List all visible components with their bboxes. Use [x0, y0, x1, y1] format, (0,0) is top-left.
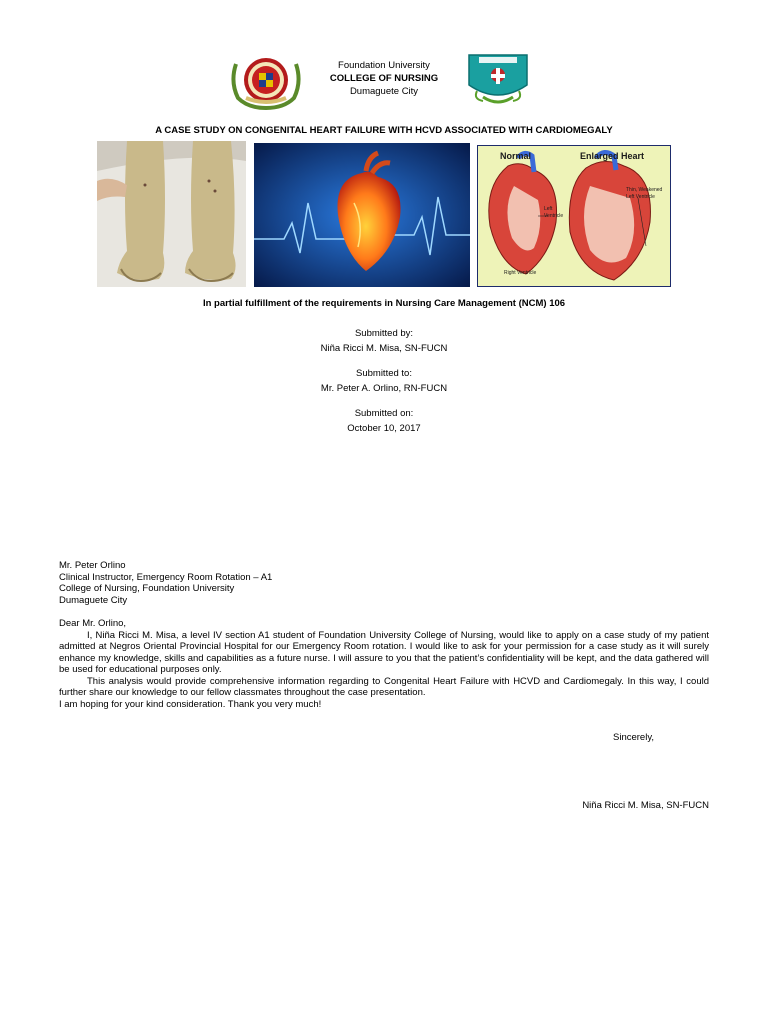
normal-vs-enlarged-heart-diagram	[477, 145, 671, 287]
fulfillment-statement: In partial fulfillment of the requirements in Nursing Care Management (NCM) 106	[202, 298, 566, 309]
signature-name: Niña Ricci M. Misa, SN-FUCN	[582, 800, 709, 811]
submitted-by-value: Niña Ricci M. Misa, SN-FUCN	[320, 343, 448, 354]
submission-block	[0, 326, 768, 436]
city-name: Dumaguete City	[349, 86, 419, 97]
address-line: Mr. Peter Orlino	[59, 560, 126, 571]
submitted-by-label: Submitted by:	[354, 328, 414, 339]
label-left-ventricle: Ventricle	[544, 213, 564, 219]
label-enlarged-heart: Enlarged Heart	[580, 151, 645, 161]
header	[300, 59, 468, 98]
submitted-on-value: October 10, 2017	[347, 423, 421, 434]
university-seal-logo	[228, 52, 304, 110]
salutation: Dear Mr. Orlino,	[59, 618, 127, 629]
submitted-to-value: Mr. Peter A. Orlino, RN-FUCN	[320, 383, 448, 394]
label-normal: Normal	[500, 151, 532, 161]
submitted-on-label: Submitted on:	[354, 408, 414, 419]
letter-paragraph-1: I, Niña Ricci M. Misa, a level IV section A1 student of Foundation University College of Nursing, would like to apply on a case study of my patient admitted at Negros Oriental Provincial Hospital for our Emergency Room rotation. I would like to ask for your permission for a case study as it will surely enhance my knowledge, skills and capabilities as a future nurse. I will assure to you that the patient’s confidentiality will be kept, and the data gathered will be used for educational purposes only.	[59, 629, 709, 675]
closing: Sincerely,	[613, 732, 655, 743]
recipient-address	[59, 560, 709, 606]
letter-paragraph-2: This analysis would provide comprehensive information regarding to Congenital Heart Failure with HCVD and Cardiomegaly. In this way, I could further share our knowledge to our fellow classmates throughout the case presentation.	[59, 675, 709, 698]
address-line: College of Nursing, Foundation University	[59, 583, 235, 594]
label-right-ventricle: Right Ventricle	[504, 270, 537, 276]
permission-letter	[59, 560, 709, 710]
address-line: Clinical Instructor, Emergency Room Rotation – A1	[59, 571, 273, 583]
case-study-title: A CASE STUDY ON CONGENITAL HEART FAILURE WITH HCVD ASSOCIATED WITH CARDIOMEGALY	[155, 125, 613, 136]
glowing-heart-ecg-image	[254, 143, 470, 287]
college-nursing-logo	[463, 51, 533, 107]
label-thin-left-ventricle: Left Ventricle	[626, 194, 655, 200]
letter-paragraph-3: I am hoping for your kind consideration. Thank you very much!	[59, 698, 322, 710]
address-line: Dumaguete City	[59, 594, 128, 606]
college-name: COLLEGE OF NURSING	[329, 73, 439, 84]
university-name: Foundation University	[338, 60, 430, 71]
label-thin-weakened: Thin, Weakened	[626, 187, 663, 193]
label-left: Left	[544, 206, 553, 212]
edema-legs-photo	[97, 141, 246, 287]
submitted-to-label: Submitted to:	[356, 368, 412, 379]
